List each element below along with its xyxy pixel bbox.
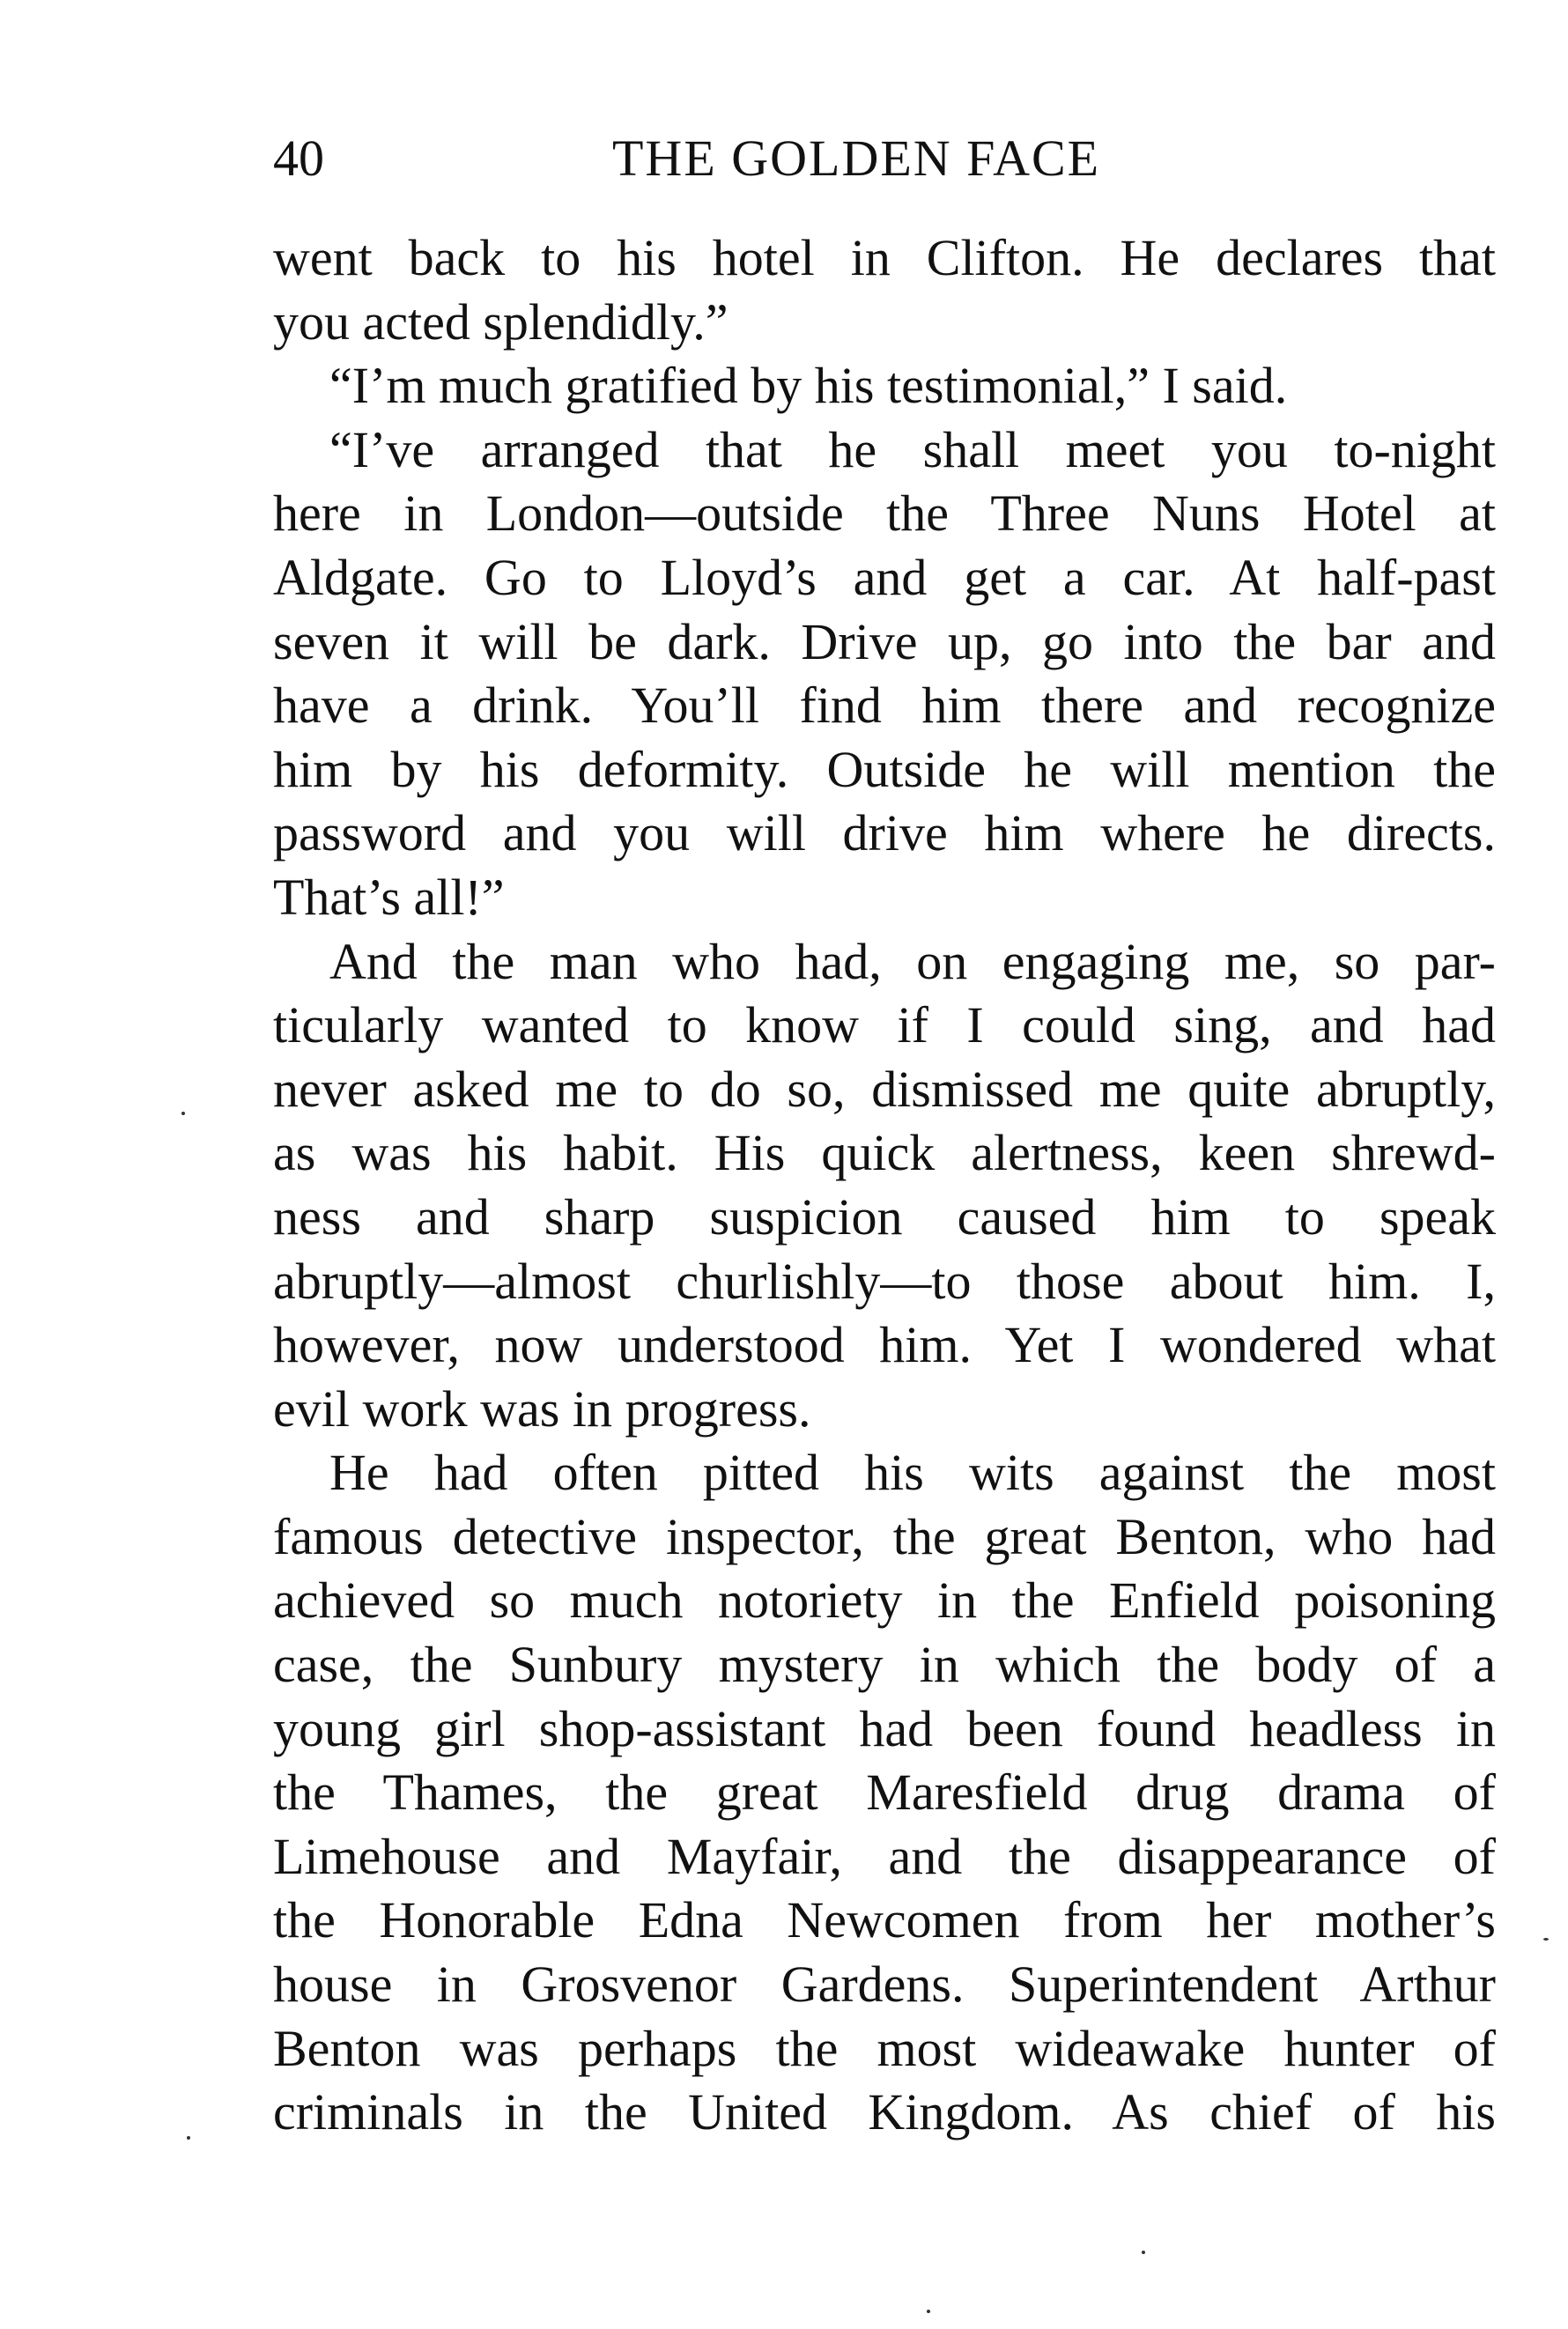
text-line: never asked me to do so, dismissed me quite abruptly, bbox=[273, 1060, 1496, 1118]
text-line: famous detective inspector, the great Benton, who had bbox=[273, 1507, 1496, 1565]
text-line: “I’ve arranged that he shall meet you to-night bbox=[329, 420, 1496, 478]
text-line: achieved so much notoriety in the Enfield poisoning bbox=[273, 1571, 1496, 1630]
body-text bbox=[273, 226, 1496, 2145]
scan-speck bbox=[1142, 2251, 1145, 2254]
text-line: evil work was in progress. bbox=[273, 1379, 811, 1438]
text-line: have a drink. You’ll find him there and recognize bbox=[273, 677, 1496, 735]
text-line: password and you will drive him where he directs. bbox=[273, 804, 1496, 862]
text-line: ness and sharp suspicion caused him to speak bbox=[273, 1187, 1496, 1246]
text-line: went back to his hotel in Clifton. He declares that bbox=[273, 229, 1496, 286]
text-line: case, the Sunbury mystery in which the body of a bbox=[273, 1636, 1496, 1694]
scan-speck bbox=[927, 2310, 930, 2313]
text-line: And the man who had, on engaging me, so par- bbox=[329, 932, 1496, 990]
text-line: the Thames, the great Maresfield drug drama of bbox=[273, 1763, 1496, 1822]
text-line: criminals in the United Kingdom. As chief of his bbox=[273, 2083, 1496, 2141]
text-line: young girl shop-assistant had been found headless in bbox=[273, 1699, 1496, 1757]
text-line: He had often pitted his wits against the most bbox=[329, 1444, 1496, 1502]
text-line: as was his habit. His quick alertness, keen shrewd- bbox=[273, 1124, 1496, 1182]
text-line: Limehouse and Mayfair, and the disappearance of bbox=[273, 1827, 1496, 1885]
text-line: seven it will be dark. Drive up, go into the bar and bbox=[273, 612, 1496, 670]
text-line: him by his deformity. Outside he will mention the bbox=[273, 740, 1496, 798]
text-line: ticularly wanted to know if I could sing, and had bbox=[273, 996, 1496, 1054]
page-number: 40 bbox=[273, 129, 324, 187]
text-line: “I’m much gratified by his testimonial,” I said. bbox=[329, 357, 1288, 415]
text-line: That’s all!” bbox=[273, 868, 505, 926]
text-line: here in London—outside the Three Nuns Hotel at bbox=[273, 484, 1496, 543]
text-line: house in Grosvenor Gardens. Superintendent Arthur bbox=[273, 1956, 1496, 2014]
book-title: THE GOLDEN FACE bbox=[612, 129, 1101, 187]
text-line: abruptly—almost churlishly—to those about him. I, bbox=[273, 1252, 1496, 1310]
text-line: Benton was perhaps the most wideawake hunter of bbox=[273, 2019, 1496, 2077]
scan-speck bbox=[1543, 1938, 1549, 1941]
text-line: Aldgate. Go to Lloyd’s and get a car. At half-past bbox=[273, 548, 1496, 606]
text-line: the Honorable Edna Newcomen from her mother’s bbox=[273, 1891, 1496, 1949]
running-head bbox=[273, 123, 1506, 194]
text-line: however, now understood him. Yet I wondered what bbox=[273, 1316, 1496, 1374]
scan-speck bbox=[181, 1112, 185, 1115]
text-line: you acted splendidly.” bbox=[273, 292, 729, 351]
scan-speck bbox=[187, 2136, 190, 2140]
